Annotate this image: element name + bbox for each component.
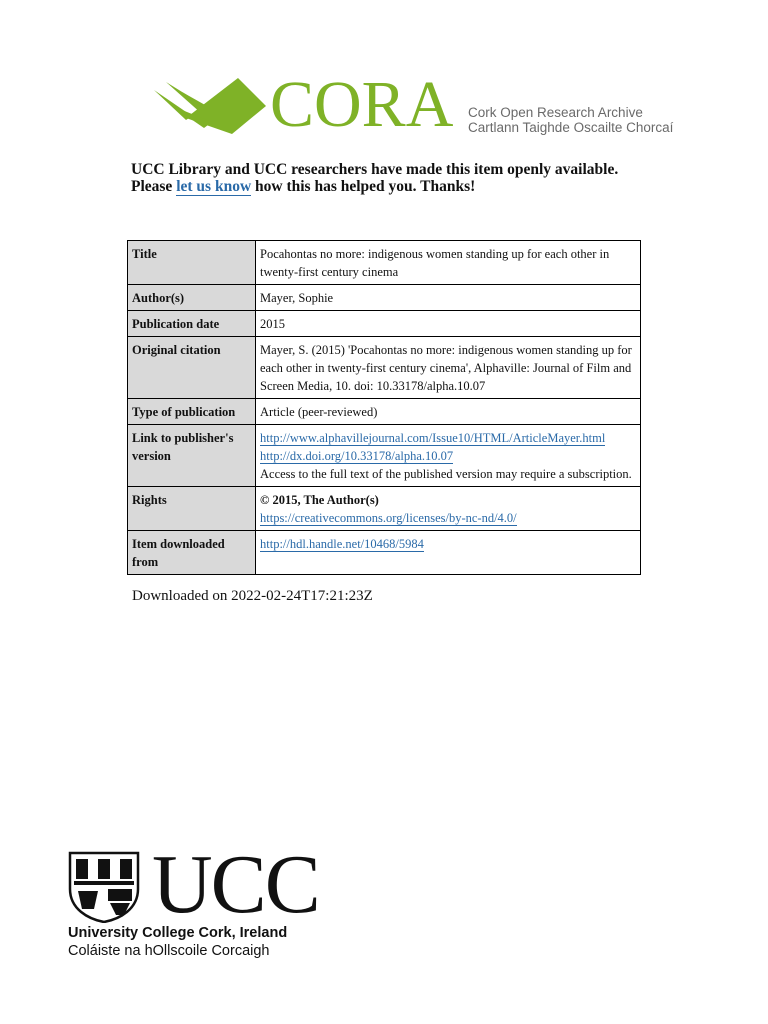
publication-date-label: Publication date — [128, 311, 256, 337]
cora-leaf-icon — [152, 76, 272, 138]
publisher-link-value — [256, 425, 641, 487]
publisher-link-label: Link to publisher's version — [128, 425, 256, 487]
intro-line-2-post: how this has helped you. Thanks! — [251, 178, 476, 195]
item-downloaded-value — [256, 531, 641, 575]
cora-wordmark: CORA — [270, 68, 454, 141]
authors-value: Mayer, Sophie — [256, 285, 641, 311]
ucc-name-ga: Coláiste na hOllscoile Corcaigh — [68, 943, 270, 959]
downloaded-timestamp: Downloaded on 2022-02-24T17:21:23Z — [132, 588, 373, 604]
rights-value — [256, 487, 641, 531]
cora-subtitle-ga: Cartlann Taighde Oscailte Chorcaí — [468, 120, 674, 135]
authors-label: Author(s) — [128, 285, 256, 311]
item-downloaded-label: Item downloaded from — [128, 531, 256, 575]
table-row — [128, 425, 641, 487]
ucc-crest-icon — [68, 851, 140, 923]
title-value: Pocahontas no more: indigenous women standing up for each other in twenty-first century cinema — [256, 241, 641, 285]
publication-type-label: Type of publication — [128, 399, 256, 425]
table-row — [128, 531, 641, 575]
table-row — [128, 241, 641, 285]
table-row — [128, 285, 641, 311]
intro-text — [131, 161, 651, 195]
ucc-wordmark: UCC — [152, 838, 319, 931]
handle-link[interactable]: http://hdl.handle.net/10468/5984 — [260, 537, 424, 551]
title-label: Title — [128, 241, 256, 285]
table-row — [128, 311, 641, 337]
intro-line-2 — [131, 178, 651, 195]
record-metadata-table — [127, 240, 641, 575]
ucc-logo — [68, 838, 328, 961]
citation-label: Original citation — [128, 337, 256, 399]
rights-label: Rights — [128, 487, 256, 531]
license-link[interactable]: https://creativecommons.org/licenses/by-nc-nd/4.0/ — [260, 511, 517, 525]
table-row — [128, 487, 641, 531]
ucc-name-en: University College Cork, Ireland — [68, 925, 288, 941]
intro-line-1: UCC Library and UCC researchers have made this item openly available. — [131, 161, 619, 178]
cora-subtitle-en: Cork Open Research Archive — [468, 105, 643, 120]
table-row — [128, 399, 641, 425]
intro-line-2-pre: Please — [131, 178, 177, 195]
publication-date-value: 2015 — [256, 311, 641, 337]
let-us-know-link[interactable]: let us know — [176, 178, 252, 195]
publication-type-value: Article (peer-reviewed) — [256, 399, 641, 425]
doi-link[interactable]: http://dx.doi.org/10.33178/alpha.10.07 — [260, 449, 454, 463]
access-note: Access to the full text of the published version may require a subscription. — [260, 467, 632, 481]
cora-logo — [152, 68, 674, 141]
publisher-url-link[interactable]: http://www.alphavillejournal.com/Issue10/HTML/ArticleMayer.html — [260, 431, 606, 445]
citation-value: Mayer, S. (2015) 'Pocahontas no more: indigenous women standing up for each other in twenty-first century cinema', Alphaville: Journal of Film and Screen Media, 10. doi: 10.33178/alpha.10.07 — [256, 337, 641, 399]
table-row — [128, 337, 641, 399]
rights-statement: © 2015, The Author(s) — [260, 493, 379, 507]
